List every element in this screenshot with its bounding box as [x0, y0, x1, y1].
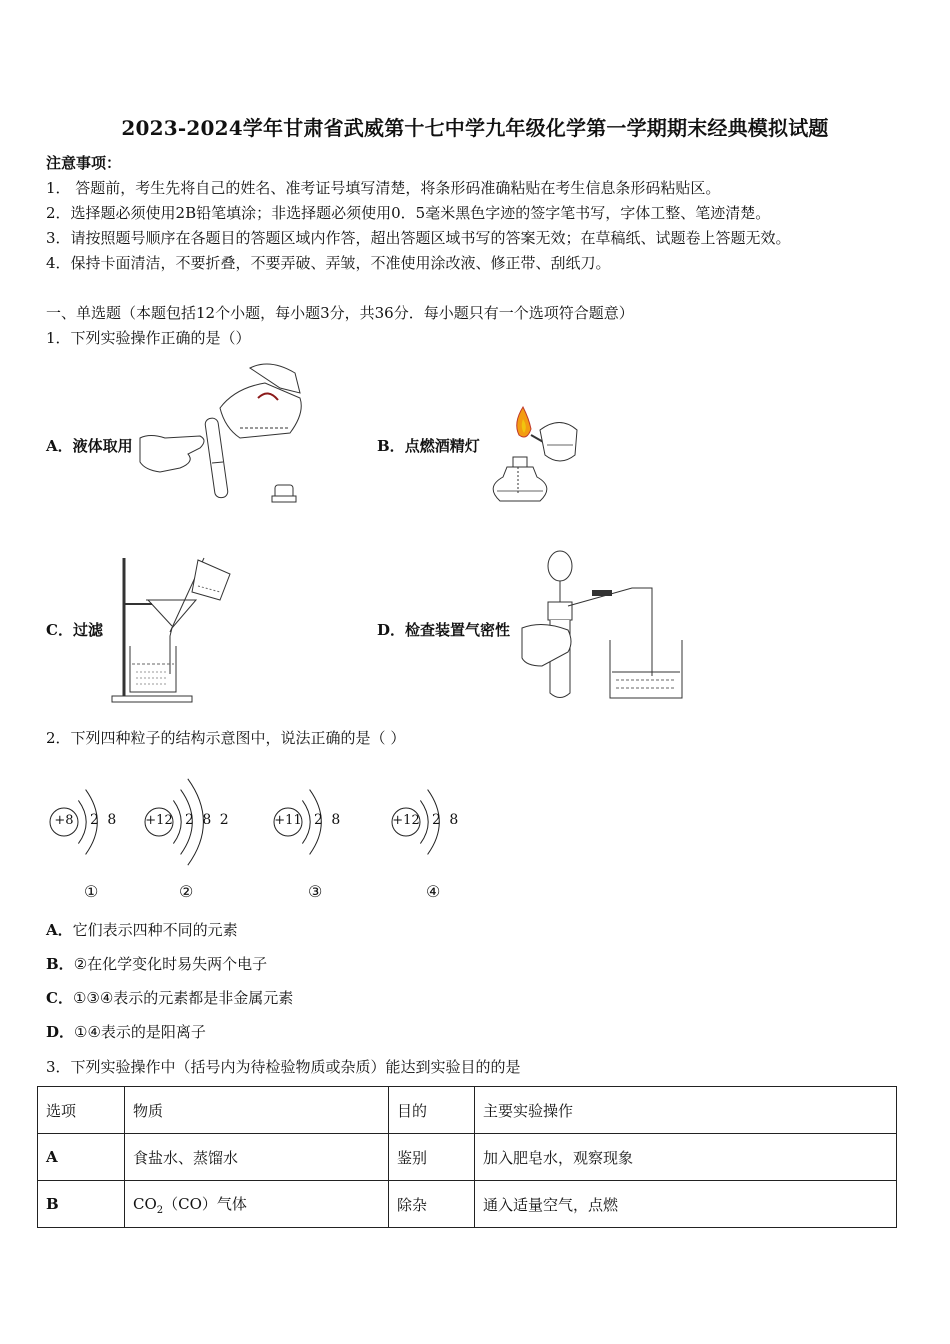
liquid-pouring-illustration [140, 358, 310, 508]
filtration-illustration [108, 556, 238, 706]
q1-option-a [46, 435, 133, 456]
electron-shell-arc [302, 800, 310, 843]
electron-shell-arc [173, 800, 181, 843]
nucleus-charge: +12 [145, 813, 173, 828]
option-text: ①③④表示的元素都是非金属元素 [72, 989, 294, 1007]
formula-main: CO [133, 1194, 157, 1213]
electron-shell-arc [78, 800, 86, 843]
table-header-row [38, 1087, 897, 1134]
table-header-cell: 主要实验操作 [475, 1087, 897, 1134]
option-letter: A． [46, 921, 73, 939]
alcohol-lamp-illustration [485, 405, 585, 510]
q2-option-c [46, 987, 293, 1008]
particle-diagram [272, 790, 372, 900]
option-letter: A． [46, 437, 73, 455]
formula-rest: （CO）气体 [163, 1194, 247, 1213]
table-row [38, 1134, 897, 1181]
nucleus-charge: +8 [54, 813, 74, 828]
q1-option-c [46, 619, 103, 640]
notice-item-3: 3．请按照题号顺序在各题目的答题区域内作答，超出答题区域书写的答案无效；在草稿纸、试题卷上答题无效。 [46, 229, 791, 247]
table-cell-option: A [38, 1134, 125, 1181]
question-2-stem: 2．下列四种粒子的结构示意图中，说法正确的是（ ） [46, 729, 406, 747]
table-row [38, 1181, 897, 1228]
page-title: 2023-2024学年甘肃省武威第十七中学九年级化学第一学期期末经典模拟试题 [121, 116, 829, 140]
q3-table [37, 1086, 897, 1228]
particle-label: ④ [426, 882, 441, 901]
table-cell-substance [125, 1181, 389, 1228]
section-heading: 一、单选题（本题包括12个小题，每小题3分，共36分．每小题只有一个选项符合题意） [46, 304, 634, 322]
table-cell-option: B [38, 1181, 125, 1228]
option-text: 液体取用 [72, 437, 133, 455]
option-text: 它们表示四种不同的元素 [72, 921, 238, 939]
option-text: ②在化学变化时易失两个电子 [73, 955, 268, 973]
airtightness-check-illustration [522, 548, 687, 703]
question-3-stem: 3．下列实验操作中（括号内为待检验物质或杂质）能达到实验目的的是 [46, 1058, 521, 1076]
table-header-cell: 物质 [125, 1087, 389, 1134]
notice-item-4: 4．保持卡面清洁，不要折叠，不要弄破、弄皱，不准使用涂改液、修正带、刮纸刀。 [46, 254, 611, 272]
question-1-stem: 1．下列实验操作正确的是（） [46, 329, 251, 347]
table-header-cell: 目的 [389, 1087, 475, 1134]
particle-label: ③ [308, 882, 323, 901]
atom-structure-drawing [272, 790, 372, 870]
electron-counts: 2 8 [314, 812, 343, 828]
option-text: 检查装置气密性 [405, 621, 511, 639]
table-cell-operation: 加入肥皂水，观察现象 [475, 1134, 897, 1181]
option-text: 点燃酒精灯 [404, 437, 480, 455]
nucleus-charge: +12 [392, 813, 420, 828]
option-letter: C． [46, 989, 73, 1007]
table-cell-purpose: 鉴别 [389, 1134, 475, 1181]
electron-counts: 2 8 [90, 812, 119, 828]
q1-option-d [377, 619, 510, 640]
electron-shell-arc [420, 800, 428, 843]
table-cell-operation: 通入适量空气，点燃 [475, 1181, 897, 1228]
notice-item-2: 2．选择题必须使用2B铅笔填涂；非选择题必须使用0．5毫米黑色字迹的签字笔书写，字体工整、笔迹清楚。 [46, 204, 771, 222]
option-text: ①④表示的是阳离子 [74, 1023, 206, 1041]
option-letter: D． [46, 1023, 75, 1041]
table-cell-substance: 食盐水、蒸馏水 [125, 1134, 389, 1181]
particle-diagram [390, 790, 490, 900]
atom-structure-drawing [143, 790, 243, 870]
option-letter: D． [377, 621, 406, 639]
notice-heading: 注意事项： [46, 154, 122, 172]
option-letter: C． [46, 621, 73, 639]
particle-diagram [143, 790, 243, 900]
notice-item-1: 1． 答题前，考生先将自己的姓名、准考证号填写清楚，将条形码准确粘贴在考生信息条形码粘贴区。 [46, 179, 721, 197]
option-letter: B． [46, 955, 74, 973]
table-header-cell: 选项 [38, 1087, 125, 1134]
electron-counts: 2 8 2 [185, 812, 231, 828]
q2-option-d [46, 1021, 206, 1042]
particle-label: ② [179, 882, 194, 901]
table-cell-purpose: 除杂 [389, 1181, 475, 1228]
particle-diagram [48, 790, 148, 900]
formula-subscript: 2 [156, 1204, 164, 1216]
atom-structure-drawing [390, 790, 490, 870]
nucleus-charge: +11 [274, 813, 302, 828]
option-text: 过滤 [72, 621, 103, 639]
atom-structure-drawing [48, 790, 148, 870]
electron-counts: 2 8 [432, 812, 461, 828]
q2-option-a [46, 919, 238, 940]
particle-label: ① [84, 882, 99, 901]
q1-option-b [377, 435, 480, 456]
q2-option-b [46, 953, 267, 974]
option-letter: B． [377, 437, 405, 455]
